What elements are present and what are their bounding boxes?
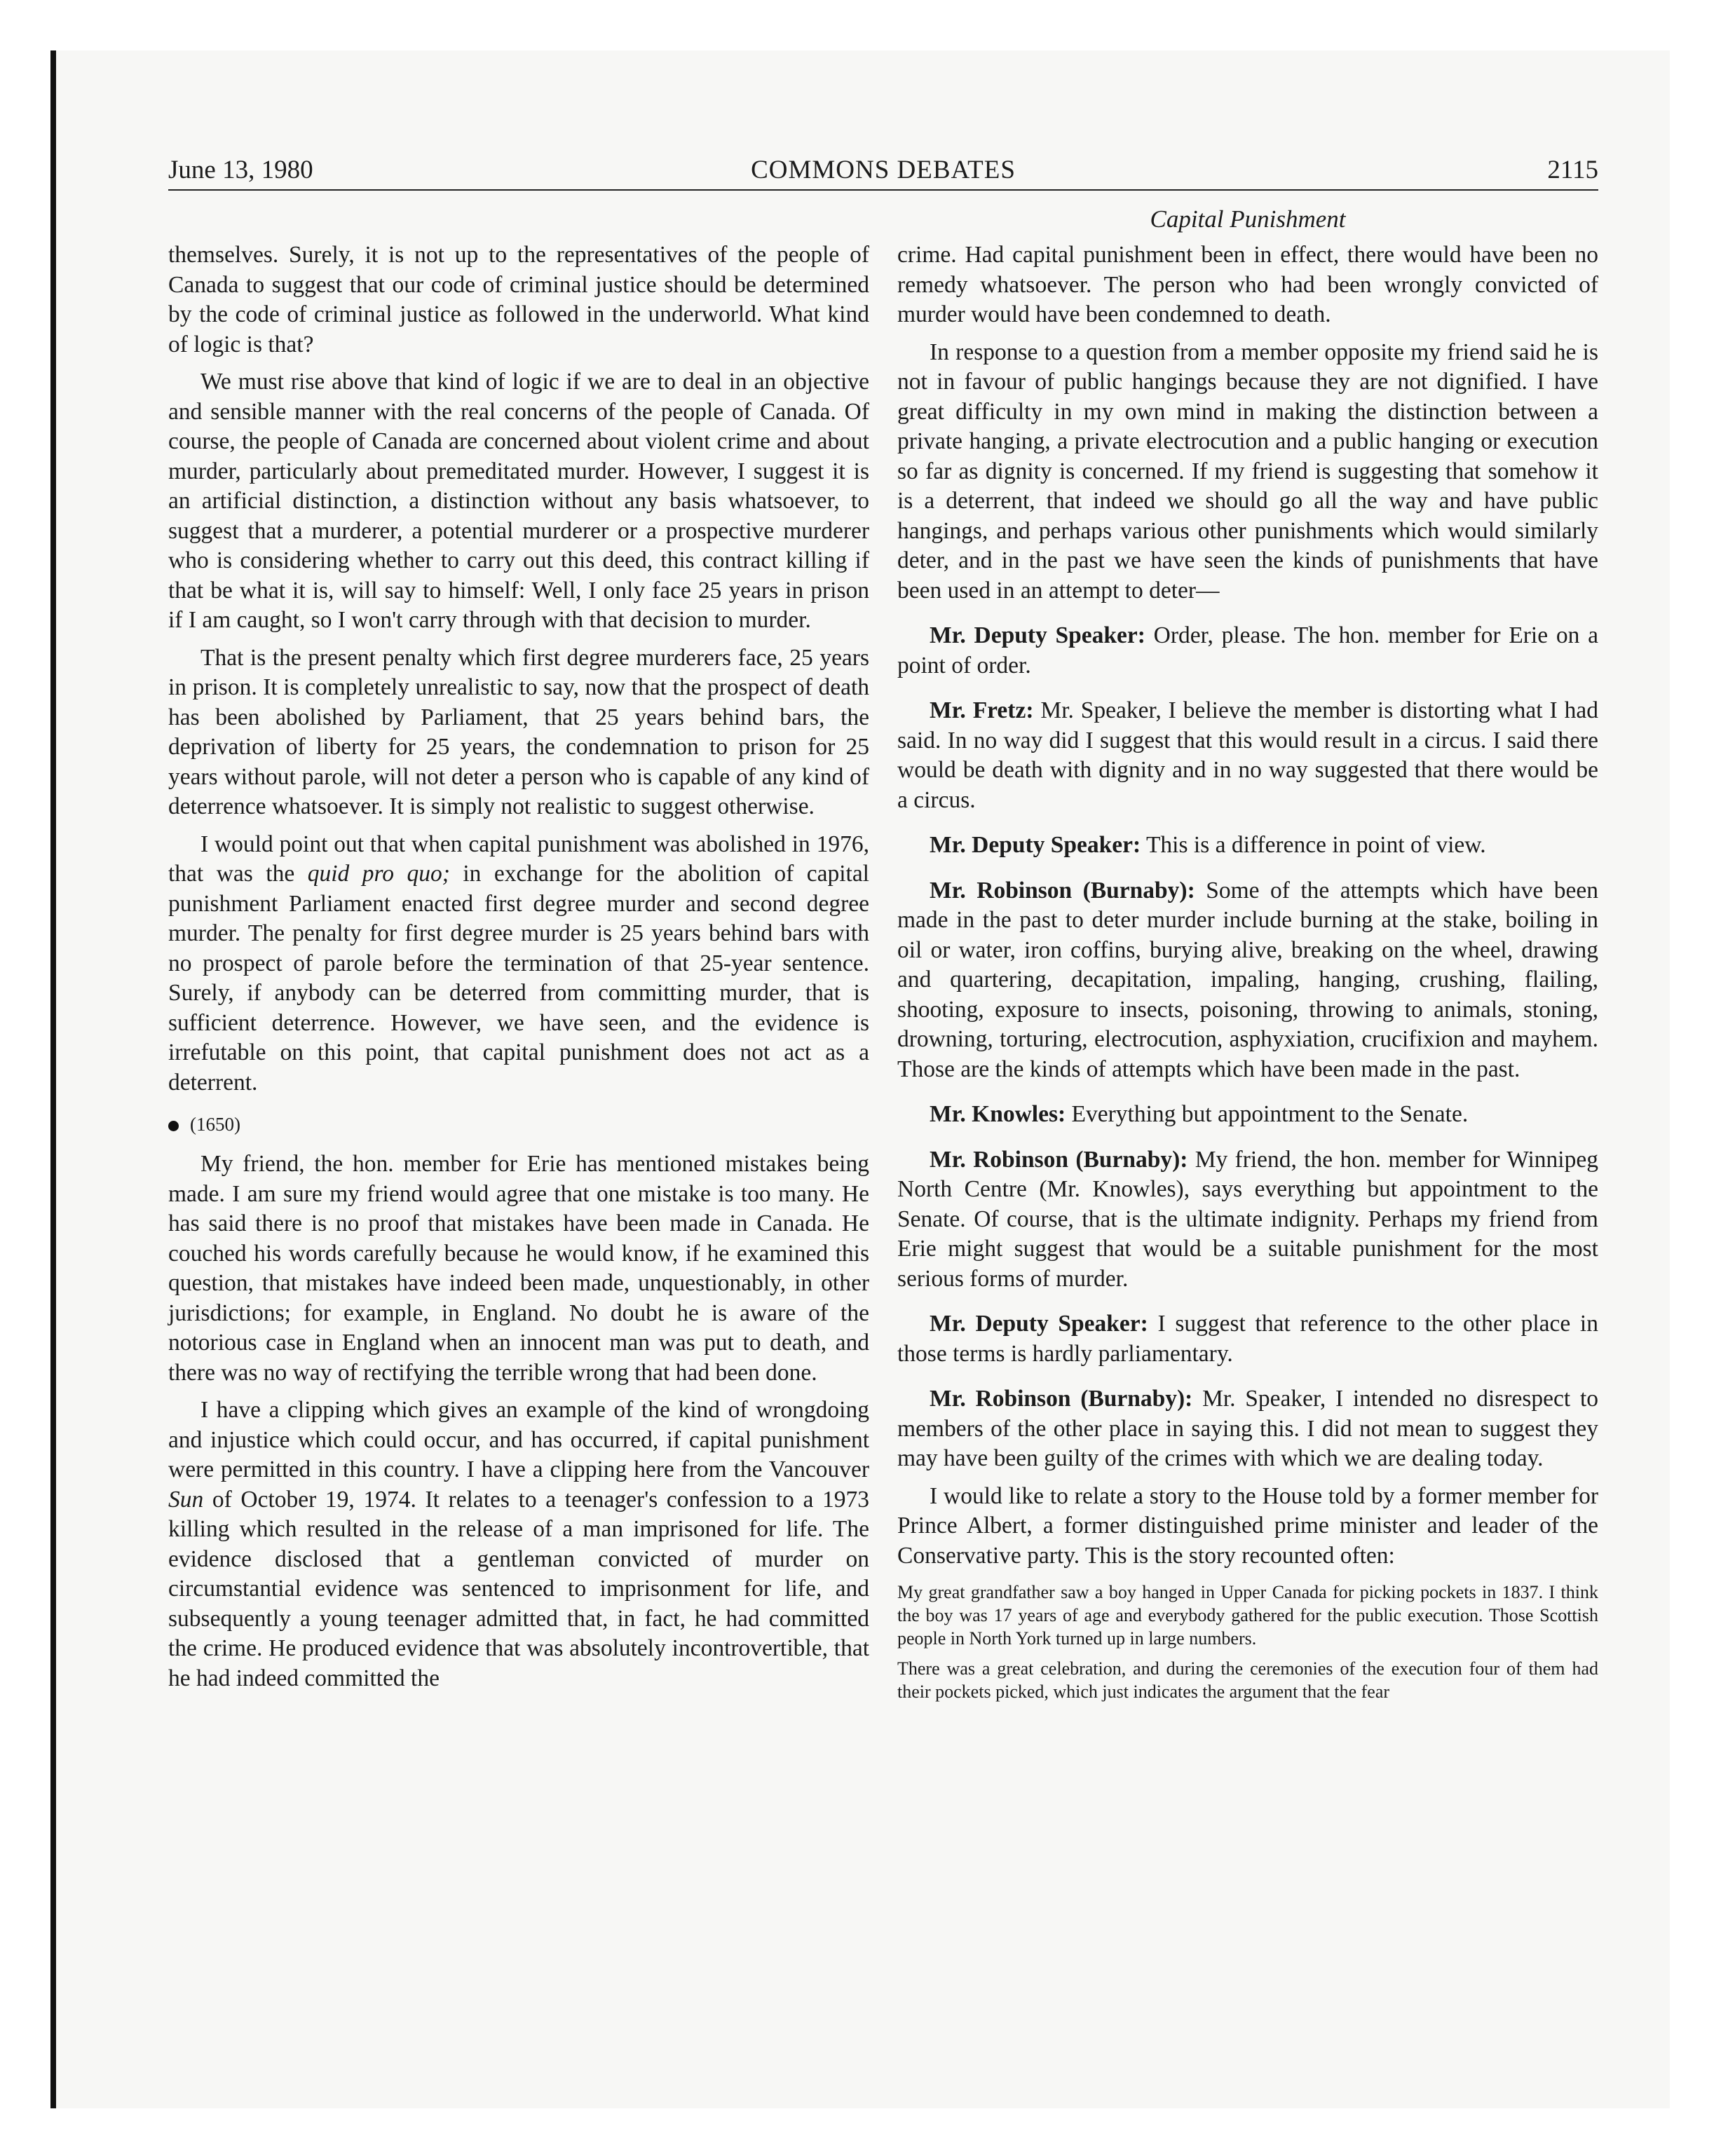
speech-text: I suggest that reference to the other place in those terms is hardly parliamentary. [897, 1311, 1598, 1367]
speaker-name: Mr. Robinson (Burnaby): [930, 1386, 1193, 1412]
quote-paragraph: My great grandfather saw a boy hanged in Upper Canada for picking pockets in 1837. I think the boy was 17 years of age and everybody gathered for the public execution. Those Scottish people in North York turned up in large numbers. [897, 1582, 1598, 1649]
section-title: Capital Punishment [1150, 205, 1346, 233]
speech [897, 696, 1598, 815]
speech-text: This is a difference in point of view. [1141, 832, 1486, 858]
speaker-name: Mr. Deputy Speaker: [930, 832, 1141, 858]
paragraph: In response to a question from a member opposite my friend said he is not in favour of public hangings because they are not dignified. I have great difficulty in my own mind in making the distinction between a private hanging, a private electrocution and a public hanging or execution so far as dignity is concerned. If my friend is suggesting that somehow it is a deterrent, that indeed we should go all the way and have public hangings, and perhaps various other punishments which would similarly deter, and in the past we have seen the kinds of punishments that have been used in an attempt to deter— [897, 339, 1598, 603]
header-page-number: 2115 [1547, 156, 1598, 184]
paragraph: I would like to relate a story to the House told by a former member for Prince Albert, a former distinguished prime minister and leader of the Conservative party. This is the story recounted often: [897, 1482, 1598, 1569]
speech-text: Mr. Speaker, I intended no disrespect to members of the other place in saying this. I did not mean to suggest they may have been guilty of the crimes with which we are dealing today. [897, 1386, 1598, 1471]
paragraph: crime. Had capital punishment been in effect, there would have been no remedy whatsoever. The person who had been wrongly convicted of murder would have been condemned to death. [897, 242, 1598, 327]
paragraph: That is the present penalty which first degree murderers face, 25 years in prison. It is completely unrealistic to say, now that the prospect of death has been abolished by Parliament, that 25 years behind bars, the deprivation of liberty for 25 years, the condemnation to prison for 25 years without parole, will not deter a person who is capable of any kind of deterrence whatsoever. It is simply not realistic to suggest otherwise. [168, 644, 869, 819]
paragraph-text: in exchange for the abolition of capital punishment Parliament enacted first degree murder and second degree murder. The penalty for first degree murder is 25 years behind bars with no prospect of parole before the termination of that 25-year sentence. Surely, if anybody can be deterred from committing murder, that is sufficient deterrence. However, we have seen, and the evidence is irrefutable on this point, that capital punishment does not act as a deterrent. [168, 861, 869, 1096]
time-marker [168, 1110, 869, 1138]
header-rule [168, 189, 1598, 191]
scan-edge [50, 50, 56, 2108]
bullet-icon [168, 1121, 179, 1131]
speech-text: Some of the attempts which have been made in the past to deter murder include burning at the stake, boiling in oil or water, iron coffins, burying alive, breaking on the wheel, drawing and quartering, decapitation, impaling, hanging, crushing, flailing, shooting, exposure to insects, poisoning, throwing to animals, stoning, drowning, torturing, electrocution, asphyxiation, crucifixion and mayhem. Those are the kinds of attempts which have been made in the past. [897, 877, 1598, 1082]
right-column [897, 240, 1598, 1710]
speech [897, 831, 1598, 861]
speech [897, 621, 1598, 681]
paragraph: We must rise above that kind of logic if we are to deal in an objective and sensible manner with the real concerns of the people of Canada. Of course, the people of Canada are concerned about violent crime and about murder, particularly about premeditated murder. However, I suggest it is an artificial distinction, a distinction without any basis whatsoever, to suggest that a murderer, a potential murderer or a prospective murderer who is considering whether to carry out this deed, this contract killing if that be what it is, will say to himself: Well, I only face 25 years in prison if I am caught, so I won't carry through with that decision to murder. [168, 369, 869, 633]
paragraph: My friend, the hon. member for Erie has mentioned mistakes being made. I am sure my friend would agree that one mistake is too many. He has said there is no proof that mistakes have been made in Canada. He couched his words carefully because he would know, if he examined this question, that mistakes have indeed been made, unquestionably, in other jurisdictions; for example, in England. No doubt he is aware of the notorious case in England when an innocent man was put to death, and there was no way of rectifying the terrible wrong that had been done. [168, 1151, 869, 1386]
speech [897, 1309, 1598, 1369]
speech [897, 1384, 1598, 1474]
speech-text: Order, please. The hon. member for Erie on a point of order. [897, 622, 1598, 678]
paragraph: themselves. Surely, it is not up to the representatives of the people of Canada to suggest that our code of criminal justice should be determined by the code of criminal justice as followed in the underworld. What kind of logic is that? [168, 242, 869, 357]
speaker-name: Mr. Deputy Speaker: [930, 1311, 1148, 1337]
speaker-name: Mr. Robinson (Burnaby): [930, 1146, 1188, 1173]
page-header [168, 149, 1598, 192]
speech [897, 1145, 1598, 1295]
header-publication: COMMONS DEBATES [751, 156, 1016, 184]
newspaper-name: Sun [168, 1486, 204, 1513]
speech-text: Everything but appointment to the Senate. [1066, 1101, 1469, 1127]
left-column [168, 240, 869, 1701]
speaker-name: Mr. Fretz: [930, 697, 1034, 723]
block-quote [897, 1581, 1598, 1703]
quote-paragraph: There was a great celebration, and during the ceremonies of the execution four of them had their pockets picked, which just indicates the argument that the fear [897, 1658, 1598, 1702]
speech [897, 1100, 1598, 1130]
paragraph [168, 1396, 869, 1693]
speech-text: My friend, the hon. member for Winnipeg North Centre (Mr. Knowles), says everything but appointment to the Senate. Of course, that is the ultimate indignity. Perhaps my friend from Erie might suggest that would be a suitable punishment for the most serious forms of murder. [897, 1146, 1598, 1292]
speaker-name: Mr. Deputy Speaker: [930, 622, 1145, 648]
paragraph [168, 830, 869, 1098]
speaker-name: Mr. Robinson (Burnaby): [930, 877, 1195, 903]
paragraph-text: of October 19, 1974. It relates to a teenager's confession to a 1973 killing which resulted in the release of a man imprisoned for life. The evidence disclosed that a gentleman convicted of murder on circumstantial evidence was sentenced to imprisonment for life, and subsequently a young teenager admitted that, in fact, he had committed the crime. He produced evidence that was absolutely incontrovertible, that he had indeed committed the [168, 1486, 869, 1691]
header-date: June 13, 1980 [168, 156, 313, 184]
paragraph-text: I would point out that when capital punishment was abolished in 1976, that was the [168, 831, 869, 887]
speech-text: Mr. Speaker, I believe the member is distorting what I had said. In no way did I suggest that this would result in a circus. I said there would be death with dignity and in no way suggested that there would be a circus. [897, 697, 1598, 813]
latin-phrase: quid pro quo; [307, 861, 450, 887]
speaker-name: Mr. Knowles: [930, 1101, 1066, 1127]
speech [897, 876, 1598, 1085]
time-marker-label: (1650) [190, 1114, 240, 1135]
paragraph-text: I have a clipping which gives an example of the kind of wrongdoing and injustice which could occur, and has occurred, if capital punishment were permitted in this country. I have a clipping here from the Vancouver [168, 1397, 869, 1482]
